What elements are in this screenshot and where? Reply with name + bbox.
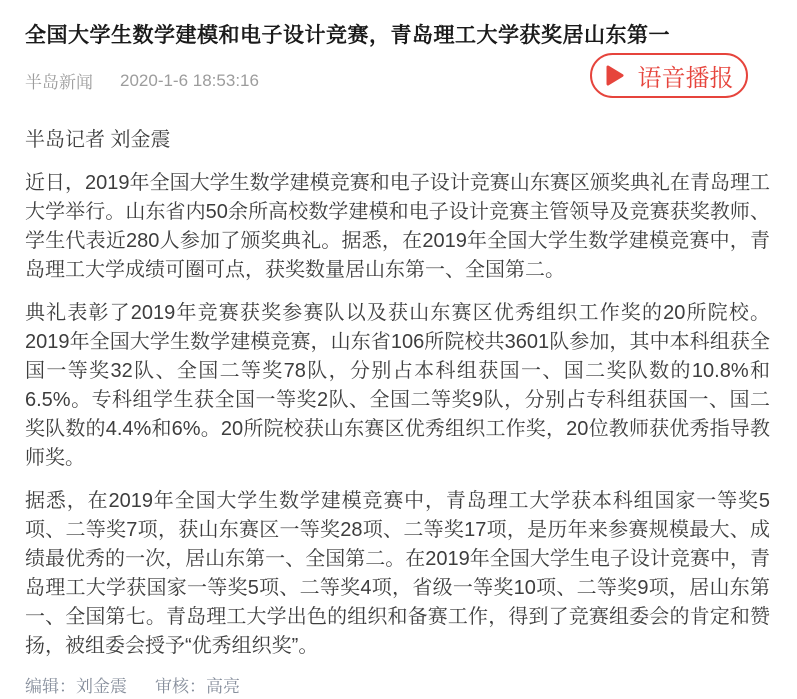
play-icon	[605, 64, 625, 87]
publish-time: 2020-1-6 18:53:16	[120, 70, 259, 90]
article-body	[25, 126, 770, 661]
reviewer-credit: 审核：高亮	[155, 677, 240, 696]
voice-broadcast-button[interactable]	[590, 53, 748, 98]
article-paragraph: 典礼表彰了2019年竞赛获奖参赛队以及获山东赛区优秀组织工作奖的20所院校。2019年全国大学生数学建模竞赛，山东省106所院校共3601队参加，其中本科组获全国一等奖32队、全国二等奖78队，分别占本科组获国一、国二奖队数的10.8%和6.5%。专科组学生获全国一等奖2队、全国二等奖9队，分别占专科组获国一、国二奖队数的4.4%和6%。20所院校获山东赛区优秀组织工作奖，20位教师获优秀指导教师奖。	[25, 302, 770, 469]
voice-broadcast-label: 语音播报	[637, 65, 734, 92]
article-title: 全国大学生数学建模和电子设计竞赛，青岛理工大学获奖居山东第一	[25, 24, 670, 47]
editor-credit: 编辑：刘金震	[25, 677, 127, 696]
article-paragraph: 近日，2019年全国大学生数学建模竞赛和电子设计竞赛山东赛区颁奖典礼在青岛理工大学举行。山东省内50余所高校数学建模和电子设计竞赛主管领导及竞赛获奖教师、学生代表近280人参加了颁奖典礼。据悉，在2019年全国大学生数学建模竞赛中，青岛理工大学成绩可圈可点，获奖数量居山东第一、全国第二。	[25, 172, 770, 281]
byline: 半岛记者 刘金震	[25, 129, 171, 151]
article-footer	[25, 675, 770, 699]
article-paragraph: 据悉，在2019年全国大学生数学建模竞赛中，青岛理工大学获本科组国家一等奖5项、二等奖7项，获山东赛区一等奖28项、二等奖17项，是历年来参赛规模最大、成绩最优秀的一次，居山东第一、全国第二。在2019年全国大学生电子设计竞赛中，青岛理工大学获国家一等奖5项、二等奖4项，省级一等奖10项、二等奖9项，居山东第一、全国第七。青岛理工大学出色的组织和备赛工作，得到了竞赛组委会的肯定和赞扬，被组委会授予“优秀组织奖”。	[25, 490, 770, 657]
source-name[interactable]: 半岛新闻	[25, 73, 93, 92]
